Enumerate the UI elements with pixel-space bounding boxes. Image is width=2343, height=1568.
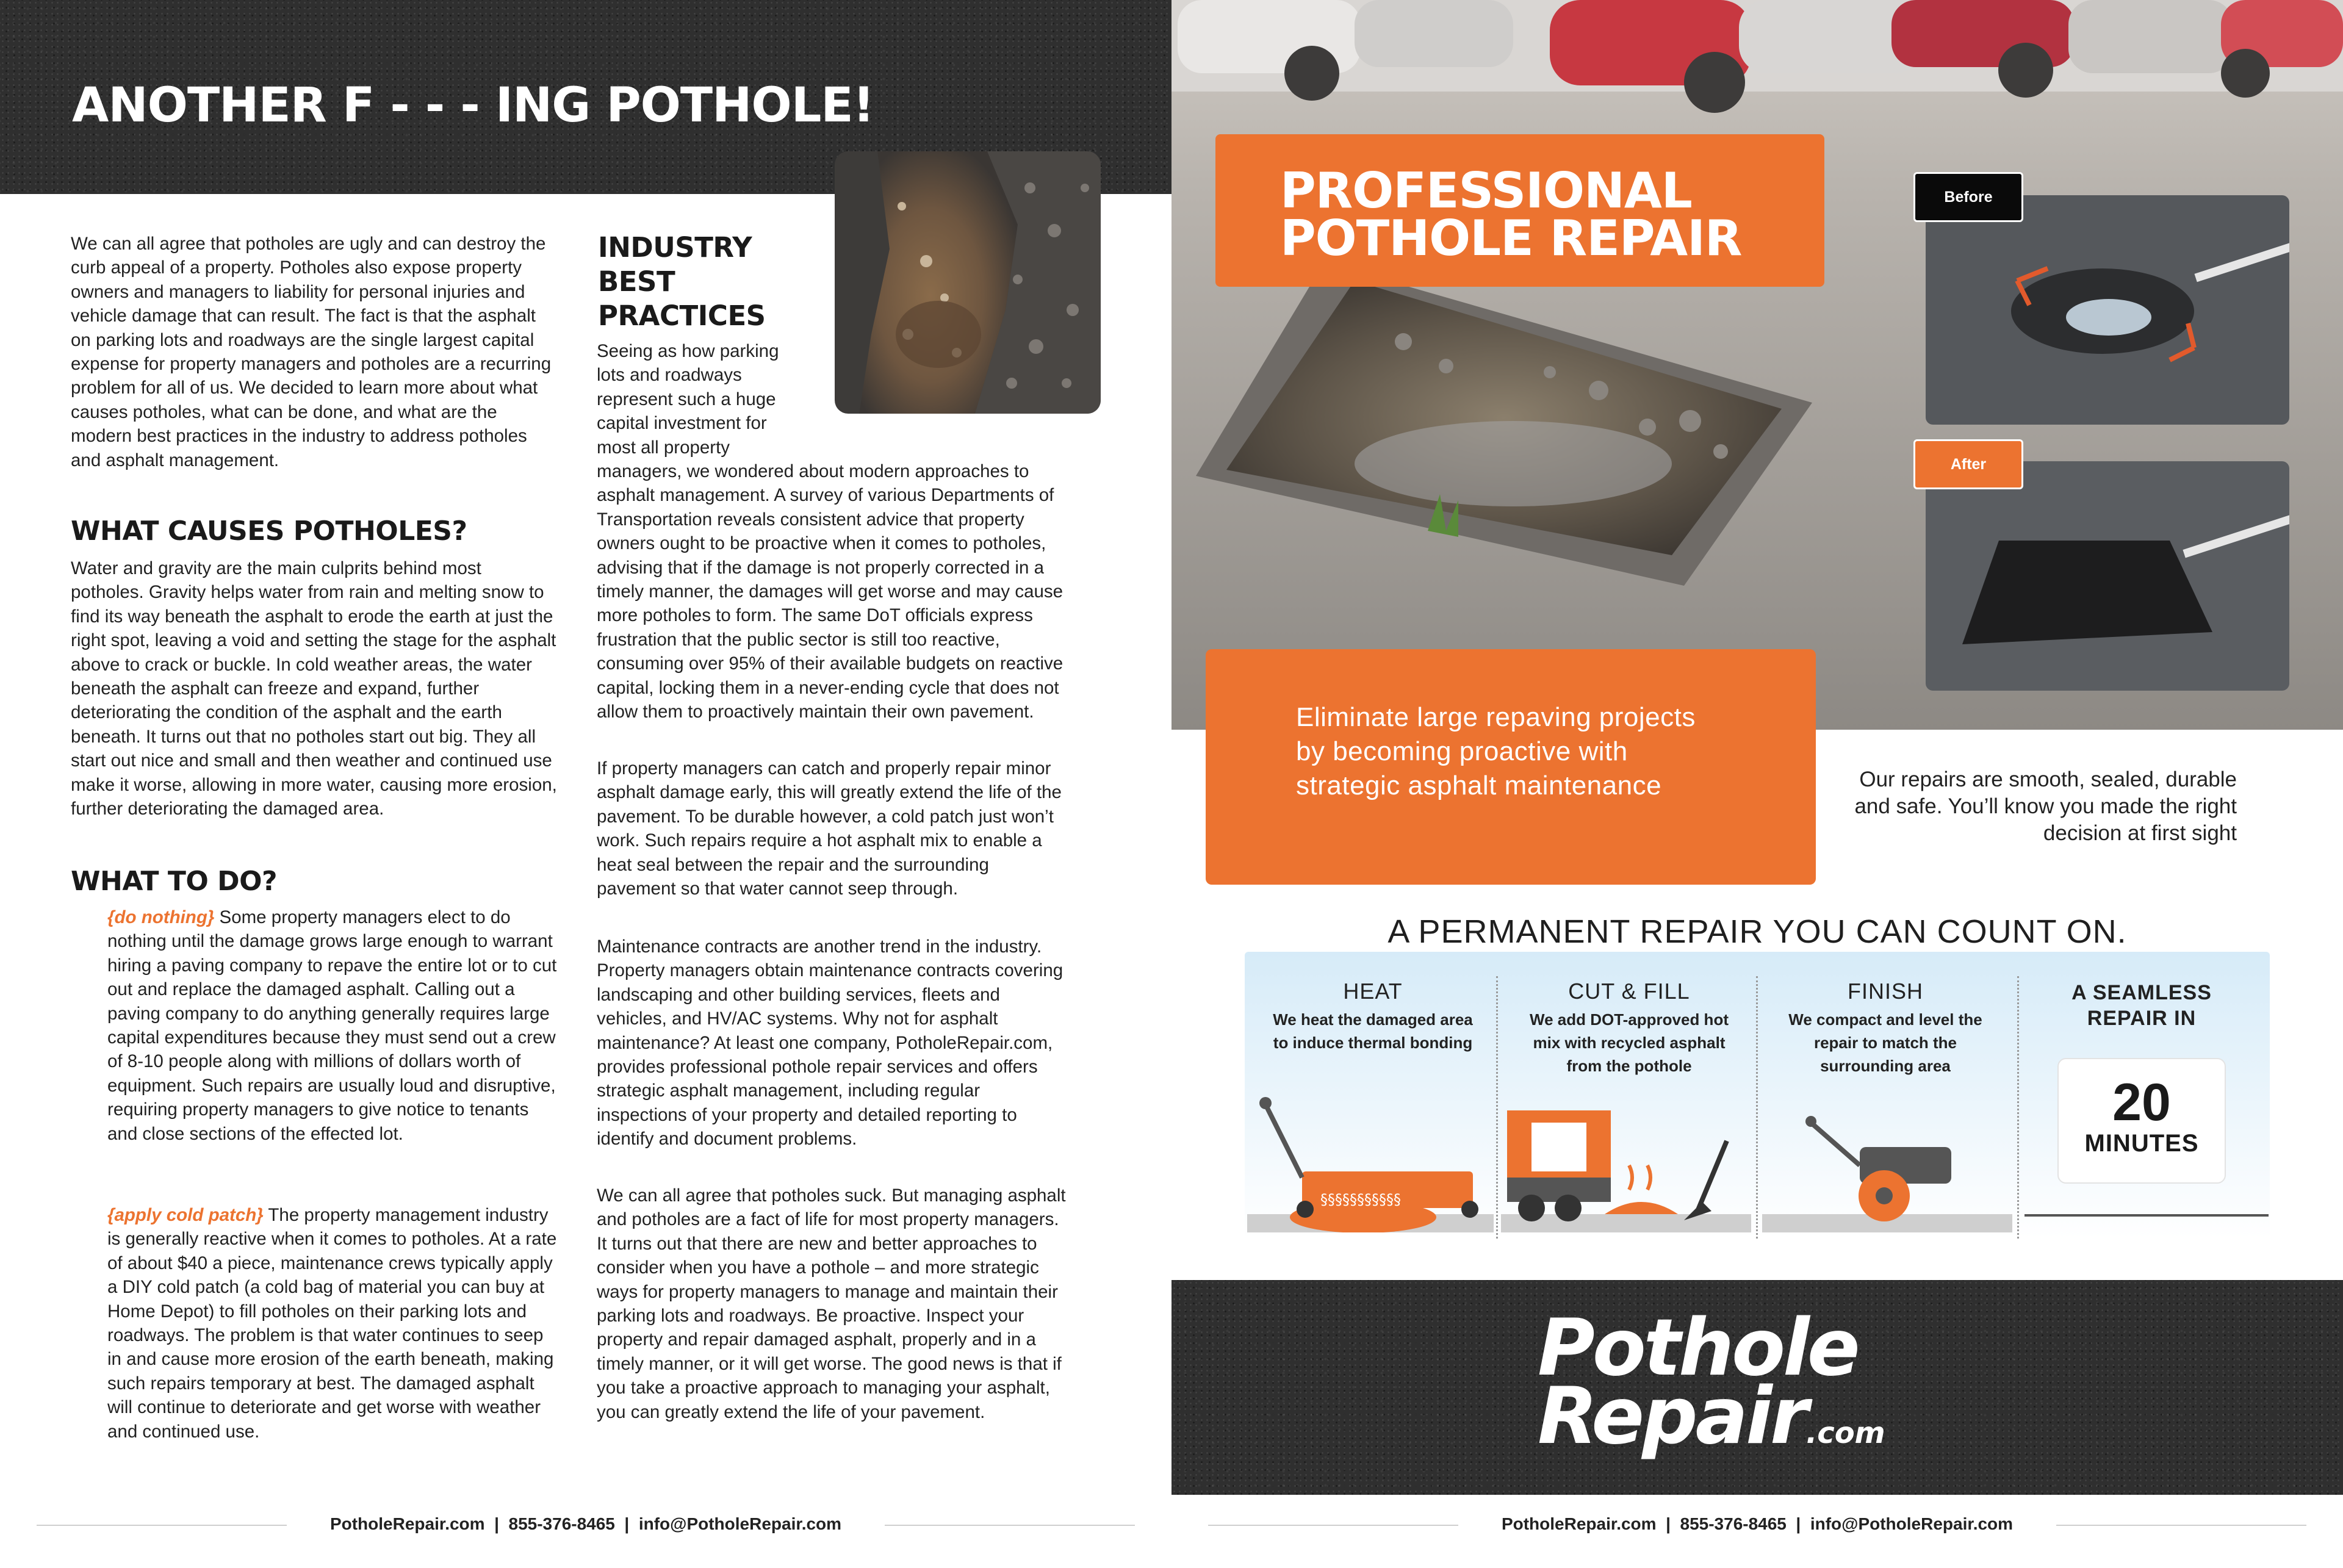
logo-line-2: Repair xyxy=(1538,1371,1806,1462)
step-heat-desc: We heat the damaged area to induce thermal bonding xyxy=(1273,1010,1473,1052)
step-divider-2 xyxy=(1756,976,1758,1239)
todo-heading: WHAT TO DO? xyxy=(71,866,278,897)
minutes-unit: MINUTES xyxy=(2084,1130,2199,1157)
before-badge: Before xyxy=(1913,172,2023,222)
step-divider-1 xyxy=(1496,976,1498,1239)
hero-title-line-2: POTHOLE REPAIR xyxy=(1280,210,1742,267)
cold-patch-tag: {apply cold patch} xyxy=(107,1205,264,1225)
cut-fill-truck-icon xyxy=(1501,1098,1751,1232)
step-cut-fill-title: CUT & FILL xyxy=(1568,979,1690,1004)
seamless-label: A SEAMLESS REPAIR IN xyxy=(2071,981,2212,1030)
left-footer-contact: PotholeRepair.com | 855-376-8465 | info@PotholeRepair.com xyxy=(329,1514,842,1533)
hero-title-line-1: PROFESSIONAL xyxy=(1280,162,1692,219)
cold-patch-text: The property management industry is generally reactive when it comes to potholes. At a rate of about $40 a piece, maintenance crews typically apply a DIY cold patch (a cold bag of material you can buy at Home Depot) to fill potholes on their parking lots and roadways. The problem is that water continues to seep in and cause more erosion of the earth beneath, making such repairs temporary at best. The damaged asphalt will continue to deteriorate and get worse with weather and continued use. xyxy=(107,1205,557,1442)
industry-paragraph-1: Seeing as how parking lots and roadways represent such a huge capital investment for most all property managers, we wondered about modern approaches to asphalt management. A survey of various Departments of Transportation reveals consistent advice that property owners ought to be proactive when it comes to potholes, advising that if the damage is not properly corrected in a timely manner, the damages will get worse and may cause more potholes to form. The same DoT officials express frustration that the public sector is still too reactive, consuming over 95% of their available budgets on reactive capital, locking them in a never-ending cycle that does not allow them to proactively maintain their own pavement. xyxy=(597,341,1064,722)
step-heat-title: HEAT xyxy=(1343,979,1403,1004)
do-nothing-text: Some property managers elect to do nothing until the damage grows large enough to warrant hiring a paving company to repave the entire lot or to cut out and replace the damaged asphalt. Calling out a paving company to do anything generally requires large capital expenditures because they must send out a crew of 8-10 people along with millions of dollars worth of equipment. Such repairs are usually loud and disruptive, requiring property managers to give notice to tenants and close sections of the effected lot. xyxy=(107,907,557,1144)
svg-text:§§§§§§§§§§§: §§§§§§§§§§§ xyxy=(1320,1191,1401,1208)
logo-suffix: .com xyxy=(1806,1416,1885,1450)
step-divider-3 xyxy=(2017,976,2019,1239)
industry-paragraph-2: If property managers can catch and properly repair minor asphalt damage early, this will greatly extend the life of the pavement. To be durable however, a cold patch just won’t work. Such repairs require a hot asphalt mix to enable a heat seal between the repair and the surrounding pavement so that water cannot seep through. xyxy=(597,758,1062,899)
after-badge: After xyxy=(1913,439,2023,489)
before-photo xyxy=(1926,195,2289,425)
seamless-baseline xyxy=(2024,1214,2269,1217)
causes-paragraph: Water and gravity are the main culprits behind most potholes. Gravity helps water from rain and melting snow to find its way beneath the asphalt to erode the earth at just the right spot, leaving a void and setting the stage for the asphalt above to crack or buckle. In cold weather areas, the water beneath the asphalt can freeze and expand, further deteriorating the condition of the asphalt and the earth beneath. It turns out that no potholes start out big. They all start out nice and small and then weather and continued use make it worse, allowing in more water, causing more erosion, further deteriorating the damaged area. xyxy=(71,558,557,819)
todo-item-cold-patch xyxy=(107,1203,559,1444)
step-finish-title: FINISH xyxy=(1847,979,1923,1004)
do-nothing-tag: {do nothing} xyxy=(107,907,215,927)
step-cut-fill-desc: We add DOT-approved hot mix with recycled asphalt from the pothole xyxy=(1530,1010,1729,1075)
step-finish-desc: We compact and level the repair to match the surrounding area xyxy=(1788,1010,1982,1075)
industry-paragraph-3: Maintenance contracts are another trend in the industry. Property managers obtain maintenance contracts covering landscaping and other building services, fleets and vehicles, and HV/AC systems. Why not for asphalt maintenance? At least one company, PotholeRepair.com, provides professional pothole repair services and offers strategic asphalt management, including regular inspections of your property and detailed reporting to identify and document problems. xyxy=(597,937,1064,1149)
permanent-heading: A PERMANENT REPAIR YOU CAN COUNT ON. xyxy=(1387,913,2127,950)
industry-paragraph-4: We can all agree that potholes suck. But managing asphalt and potholes are a fact of life for most property managers. It turns out that there are new and better approaches to consider when you have a pothole – and more strategic ways for property managers to manage and maintain their parking lots and roadways. Be proactive. Inspect your property and repair damaged asphalt, properly and in a timely manner, or it will get worse. The good news is that if you take a proactive approach to managing your asphalt, you can greatly extend the life of your pavement. xyxy=(597,1185,1066,1422)
left-footer-rule-right xyxy=(885,1525,1135,1526)
right-footer-rule-left xyxy=(1208,1525,1458,1526)
heat-machine-icon xyxy=(1247,1092,1494,1232)
industry-heading: INDUSTRY BEST PRACTICES xyxy=(598,231,766,332)
causes-heading: WHAT CAUSES POTHOLES? xyxy=(71,516,467,547)
page-title: ANOTHER F - - - ING POTHOLE! xyxy=(72,78,874,133)
finish-roller-icon xyxy=(1762,1098,2012,1232)
repairs-text: Our repairs are smooth, sealed, durable and safe. You’ll know you made the right decision at first sight xyxy=(1854,768,2237,845)
left-footer-rule-left xyxy=(37,1525,287,1526)
intro-paragraph: We can all agree that potholes are ugly and can destroy the curb appeal of a property. Potholes also expose property owners and managers to liability for personal injuries and vehicle damage that can result. The fact is that the asphalt on parking lots and roadways are the single largest capital expense for property managers and potholes are a recurring problem for all of us. We decided to learn more about what causes potholes, what can be done, and what are the modern best practices in the industry to address potholes and asphalt management. xyxy=(71,234,552,470)
after-photo xyxy=(1926,461,2289,691)
minutes-value: 20 xyxy=(2112,1073,2171,1132)
logo-line-1: Pothole xyxy=(1538,1303,1858,1394)
logo-line-2-wrap xyxy=(1538,1371,1885,1462)
right-footer-contact: PotholeRepair.com | 855-376-8465 | info@PotholeRepair.com xyxy=(1501,1514,2014,1533)
right-footer-rule-right xyxy=(2056,1525,2306,1526)
todo-item-do-nothing xyxy=(107,905,559,1146)
callout-text: Eliminate large repaving projects by becoming proactive with strategic asphalt maintenance xyxy=(1296,702,1696,800)
